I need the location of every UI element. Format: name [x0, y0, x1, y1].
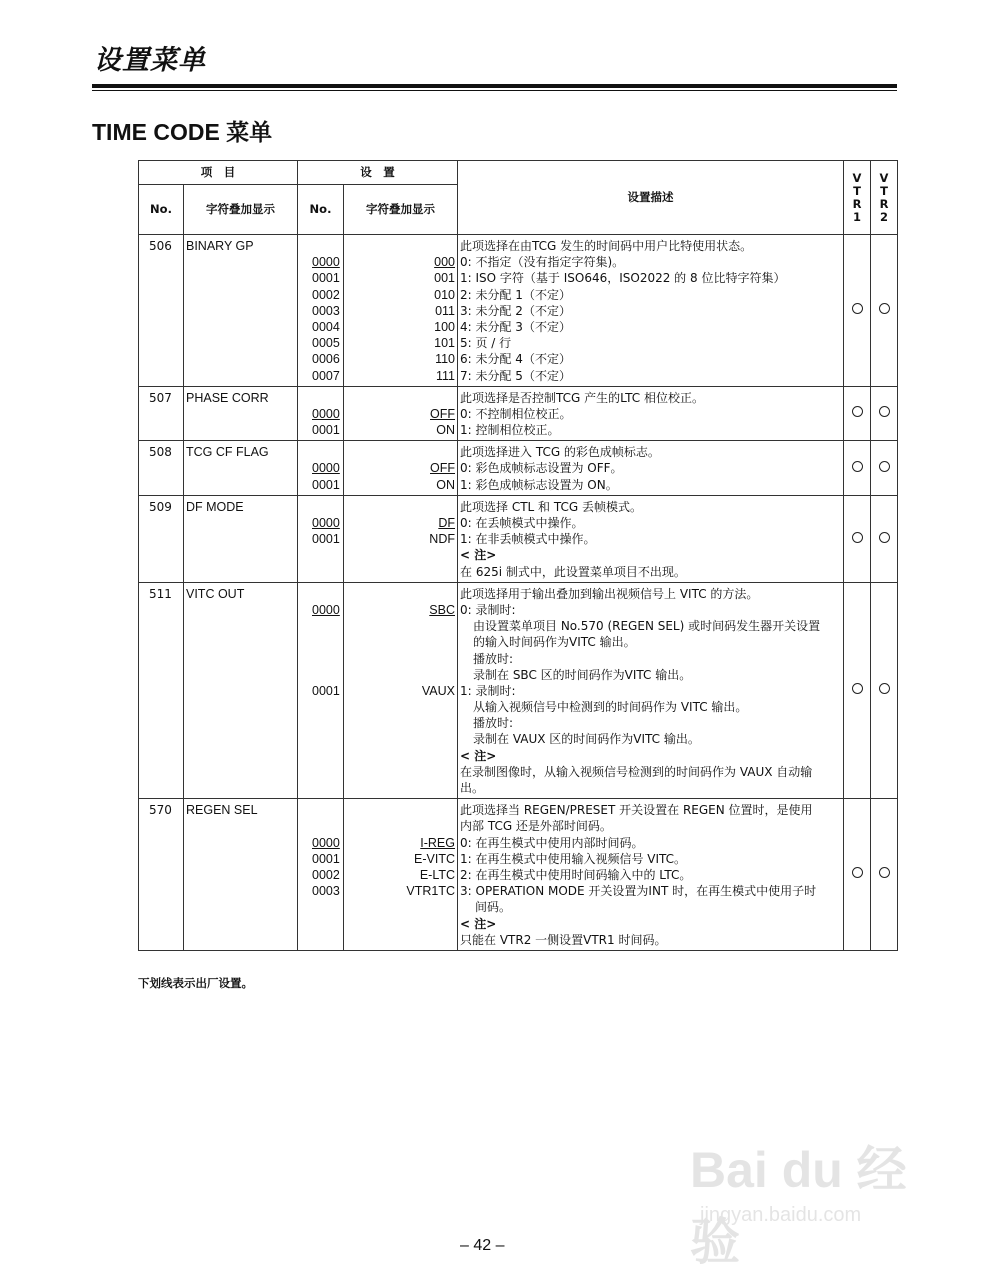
description-line: 播放时: — [473, 716, 514, 731]
description-line: < 注> — [460, 916, 497, 931]
head-vtr2: V T R 2 — [871, 161, 898, 235]
setting-display: VTR1TC — [406, 884, 455, 899]
circle-mark-icon — [852, 461, 863, 472]
setting-numbers — [298, 235, 344, 387]
description-line: 此项选择 CTL 和 TCG 丢帧模式。 — [460, 499, 642, 514]
description-line: 0: 在再生模式中使用内部时间码。 — [460, 835, 644, 850]
setting-number: 0003 — [312, 884, 340, 899]
description-line: 播放时: — [473, 651, 514, 666]
setting-display: 011 — [435, 303, 455, 318]
description-line: 1: ISO 字符（基于 ISO646，ISO2022 的 8 位比特字符集） — [460, 271, 786, 286]
footnote: 下划线表示出厂设置。 — [138, 976, 253, 990]
circle-mark-icon — [852, 867, 863, 878]
setting-number: 0002 — [312, 867, 340, 882]
description-line: 0: 录制时: — [460, 602, 516, 617]
setting-display: DF — [438, 516, 455, 530]
menu-item-name: DF MODE — [184, 495, 298, 582]
setting-number: 0000 — [312, 255, 340, 270]
setting-display: NDF — [429, 532, 455, 547]
table-row — [139, 441, 898, 496]
description-line: 此项选择当 REGEN/PRESET 开关设置在 REGEN 位置时，是使用 — [460, 803, 813, 818]
setting-number: 0004 — [312, 319, 340, 334]
menu-item-number: 507 — [139, 386, 184, 441]
description-line: 出。 — [460, 781, 485, 795]
setting-description — [458, 799, 844, 951]
description-line: 只能在 VTR2 一侧设置VTR1 时间码。 — [460, 932, 667, 947]
menu-item-number: 508 — [139, 441, 184, 496]
description-line: < 注> — [460, 748, 497, 763]
description-line: 此项选择在由TCG 发生的时间码中用户比特使用状态。 — [460, 239, 753, 253]
description-line: 从输入视频信号中检测到的时间码作为 VITC 输出。 — [473, 700, 748, 715]
setting-number: 0001 — [312, 271, 340, 286]
setting-display: 010 — [434, 287, 455, 302]
circle-mark-icon — [879, 303, 890, 314]
description-line: 6: 未分配 4（不定） — [460, 352, 571, 367]
setting-displays — [344, 386, 458, 441]
setting-display: ON — [436, 423, 455, 438]
description-line: 由设置菜单项目 No.570 (REGEN SEL) 或时间码发生器开关设置 — [473, 619, 821, 634]
time-code-menu-table — [138, 160, 898, 951]
page-header-title: 设置菜单 — [94, 45, 206, 76]
setting-displays — [344, 235, 458, 387]
header-rule-thick — [92, 84, 897, 88]
availability-vtr1 — [844, 441, 871, 496]
description-line: 此项选择进入 TCG 的彩色成帧标志。 — [460, 445, 660, 460]
setting-displays — [344, 441, 458, 496]
head-osd: 字符叠加显示 — [184, 185, 298, 235]
setting-description — [458, 386, 844, 441]
description-line: 内部 TCG 还是外部时间码。 — [460, 819, 612, 834]
table-row — [139, 386, 898, 441]
table-row — [139, 235, 898, 387]
menu-item-name: PHASE CORR — [184, 386, 298, 441]
setting-number: 0000 — [312, 835, 340, 850]
description-line: 5: 页 / 行 — [460, 336, 512, 351]
setting-number: 0005 — [312, 336, 340, 351]
description-line: 此项选择是否控制TCG 产生的LTC 相位校正。 — [460, 390, 704, 405]
description-line: 0: 不指定（没有指定字符集)。 — [460, 255, 625, 270]
menu-item-name: REGEN SEL — [184, 799, 298, 951]
table-row — [139, 495, 898, 582]
setting-description — [458, 495, 844, 582]
setting-number: 0000 — [312, 461, 340, 476]
setting-number: 0000 — [312, 516, 340, 530]
circle-mark-icon — [852, 683, 863, 694]
menu-item-number: 509 — [139, 495, 184, 582]
setting-displays — [344, 799, 458, 951]
setting-numbers — [298, 386, 344, 441]
setting-number: 0001 — [312, 683, 340, 698]
description-line: < 注> — [460, 548, 497, 563]
setting-display: VAUX — [421, 683, 455, 698]
setting-display: OFF — [430, 461, 455, 476]
setting-display: E-VITC — [414, 851, 455, 866]
setting-display: OFF — [430, 406, 455, 421]
availability-vtr1 — [844, 235, 871, 387]
header-rule-thin — [92, 90, 897, 91]
setting-display: 001 — [434, 271, 455, 286]
setting-display: 111 — [435, 368, 455, 383]
description-line: 在 625i 制式中，此设置菜单项目不出现。 — [460, 564, 686, 579]
circle-mark-icon — [852, 532, 863, 543]
description-line: 录制在 VAUX 区的时间码作为VITC 输出。 — [473, 732, 700, 747]
menu-item-number: 506 — [139, 235, 184, 387]
table-row — [139, 582, 898, 798]
setting-number: 0002 — [312, 287, 340, 302]
availability-vtr1 — [844, 799, 871, 951]
watermark-logo — [690, 1130, 940, 1270]
setting-display: I-REG — [420, 835, 455, 850]
section-title: TIME CODE 菜单 — [92, 119, 273, 145]
circle-mark-icon — [879, 532, 890, 543]
head-no: No. — [139, 185, 184, 235]
menu-item-number: 570 — [139, 799, 184, 951]
description-line: 0: 不控制相位校正。 — [460, 406, 572, 421]
description-line: 间码。 — [475, 900, 512, 915]
description-line: 此项选择用于输出叠加到输出视频信号上 VITC 的方法。 — [460, 586, 759, 601]
head-set-no: No. — [298, 185, 344, 235]
description-line: 7: 未分配 5（不定） — [460, 368, 571, 383]
setting-number: 0001 — [312, 532, 340, 547]
description-line: 2: 未分配 1（不定） — [460, 287, 571, 302]
menu-item-name: BINARY GP — [184, 235, 298, 387]
setting-display: SBC — [429, 602, 455, 617]
circle-mark-icon — [879, 406, 890, 417]
description-line: 4: 未分配 3（不定） — [460, 319, 571, 334]
setting-display: 110 — [435, 352, 455, 367]
availability-vtr2 — [871, 441, 898, 496]
description-line: 1: 录制时: — [460, 683, 516, 698]
page-number: – 42 – — [460, 1237, 505, 1254]
setting-numbers — [298, 582, 344, 798]
menu-item-name: TCG CF FLAG — [184, 441, 298, 496]
description-line: 0: 在丢帧模式中操作。 — [460, 516, 584, 530]
head-set-osd: 字符叠加显示 — [344, 185, 458, 235]
description-line: 1: 在再生模式中使用输入视频信号 VITC。 — [460, 851, 687, 866]
setting-number: 0003 — [312, 303, 340, 318]
availability-vtr1 — [844, 495, 871, 582]
description-line: 3: OPERATION MODE 开关设置为INT 时，在再生模式中使用子时 — [460, 884, 817, 899]
setting-numbers — [298, 495, 344, 582]
description-line: 录制在 SBC 区的时间码作为VITC 输出。 — [473, 667, 692, 682]
setting-display: 100 — [434, 319, 455, 334]
availability-vtr2 — [871, 235, 898, 387]
menu-item-name: VITC OUT — [184, 582, 298, 798]
description-line: 1: 彩色成帧标志设置为 ON。 — [460, 477, 618, 492]
head-setting: 设 置 — [298, 161, 458, 185]
availability-vtr2 — [871, 495, 898, 582]
table-row — [139, 799, 898, 951]
circle-mark-icon — [852, 406, 863, 417]
watermark-url: jingyan.baidu.com — [700, 1204, 862, 1226]
setting-display: 101 — [434, 336, 455, 351]
circle-mark-icon — [879, 867, 890, 878]
watermark-brand: Bai du 经验 — [690, 1142, 907, 1270]
setting-description — [458, 582, 844, 798]
setting-numbers — [298, 441, 344, 496]
setting-number: 0001 — [312, 851, 340, 866]
setting-numbers — [298, 799, 344, 951]
description-line: 3: 未分配 2（不定） — [460, 303, 571, 318]
description-line: 的输入时间码作为VITC 输出。 — [473, 635, 636, 650]
description-line: 在录制图像时，从输入视频信号检测到的时间码作为 VAUX 自动输 — [460, 764, 813, 779]
availability-vtr2 — [871, 799, 898, 951]
description-line: 2: 在再生模式中使用时间码输入中的 LTC。 — [460, 867, 692, 882]
setting-number: 0000 — [312, 602, 340, 617]
description-line: 1: 控制相位校正。 — [460, 423, 560, 438]
setting-display: E-LTC — [419, 867, 455, 882]
head-vtr1: V T R 1 — [844, 161, 871, 235]
setting-number: 0001 — [312, 423, 340, 438]
setting-display: ON — [436, 477, 455, 492]
setting-display: 000 — [434, 255, 455, 270]
setting-displays — [344, 495, 458, 582]
circle-mark-icon — [879, 461, 890, 472]
setting-displays — [344, 582, 458, 798]
head-item: 项 目 — [139, 161, 298, 185]
availability-vtr2 — [871, 582, 898, 798]
menu-item-number: 511 — [139, 582, 184, 798]
setting-number: 0000 — [312, 406, 340, 421]
availability-vtr2 — [871, 386, 898, 441]
availability-vtr1 — [844, 386, 871, 441]
setting-number: 0001 — [312, 477, 340, 492]
circle-mark-icon — [879, 683, 890, 694]
availability-vtr1 — [844, 582, 871, 798]
description-line: 0: 彩色成帧标志设置为 OFF。 — [460, 461, 623, 476]
setting-description — [458, 235, 844, 387]
head-description: 设置描述 — [458, 161, 844, 235]
circle-mark-icon — [852, 303, 863, 314]
setting-number: 0006 — [312, 352, 340, 367]
description-line: 1: 在非丢帧模式中操作。 — [460, 532, 596, 547]
setting-number: 0007 — [312, 368, 340, 383]
setting-description — [458, 441, 844, 496]
